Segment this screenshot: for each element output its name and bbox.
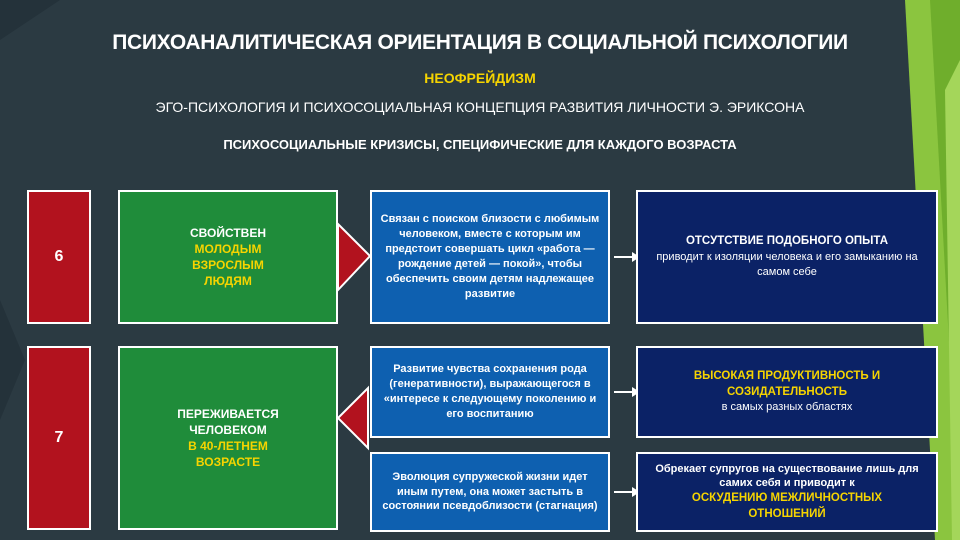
stage6-line2: МОЛОДЫМ ВЗРОСЛЫМ ЛЮДЯМ <box>192 241 264 289</box>
arrow-line <box>614 256 634 258</box>
arrow-line <box>614 491 634 493</box>
stage7-line1: ПЕРЕЖИВАЕТСЯ ЧЕЛОВЕКОМ <box>177 406 279 437</box>
arrow-line <box>614 391 634 393</box>
stage7-card <box>118 346 338 530</box>
stage7-description-bottom-text: Эволюция супружеской жизни идет иным путем, она может застыть в состоянии псевдоблизости (стагнация) <box>382 470 598 513</box>
stage6-card <box>118 190 338 324</box>
school-title: НЕОФРЕЙДИЗМ <box>424 70 536 86</box>
page-title: ПСИХОАНАЛИТИЧЕСКАЯ ОРИЕНТАЦИЯ В СОЦИАЛЬНОЙ ПСИХОЛОГИИ <box>112 31 848 54</box>
age-badge-7 <box>27 346 91 530</box>
stage6-description <box>370 190 610 324</box>
outcome-heading: ОТСУТСТВИЕ ПОДОБНОГО ОПЫТА <box>685 235 889 248</box>
outcome-text: в самых разных областях <box>721 401 853 414</box>
stage-number: 7 <box>54 429 64 446</box>
chevron-stage7 <box>338 388 368 448</box>
outcome-text: приводит к изоляции человека и его замыканию на самом себе <box>656 250 918 278</box>
stage6-line1: СВОЙСТВЕН <box>189 225 267 240</box>
stage7-description-bottom <box>370 452 610 532</box>
stage7-outcome-top <box>636 346 938 438</box>
chevron-stage6 <box>338 224 370 290</box>
outcome-text: Обрекает супругов на существование лишь для самих себя и приводит к <box>655 462 919 490</box>
stage7-description-top <box>370 346 610 438</box>
stage7-description-top-text: Развитие чувства сохранения рода (генеративности), выражающегося в «интересе к следующему поколению и его воспитанию <box>383 363 597 420</box>
stage7-outcome-bottom <box>636 452 938 532</box>
stage6-outcome <box>636 190 938 324</box>
stage6-description-text: Связан с поиском близости с любимым человеком, вместе с которым им предстоит совершать цикл «работа — рождение детей — покой», чтобы обеспечить своим детям надлежащее развитие <box>380 213 600 300</box>
outcome-heading: ВЫСОКАЯ ПРОДУКТИВНОСТЬ И СОЗИДАТЕЛЬНОСТЬ <box>693 370 881 398</box>
section-subtitle: ПСИХОСОЦИАЛЬНЫЕ КРИЗИСЫ, СПЕЦИФИЧЕСКИЕ ДЛЯ КАЖДОГО ВОЗРАСТА <box>223 137 737 152</box>
stage7-line2: В 40-ЛЕТНЕМ ВОЗРАСТЕ <box>188 439 268 470</box>
concept-title: ЭГО-ПСИХОЛОГИЯ И ПСИХОСОЦИАЛЬНАЯ КОНЦЕПЦИЯ РАЗВИТИЯ ЛИЧНОСТИ Э. ЭРИКСОНА <box>155 99 805 115</box>
age-badge-6 <box>27 190 91 324</box>
stage-number: 6 <box>54 248 64 265</box>
outcome-heading: ОСКУДЕНИЮ МЕЖЛИЧНОСТНЫХ ОТНОШЕНИЙ <box>691 492 883 520</box>
